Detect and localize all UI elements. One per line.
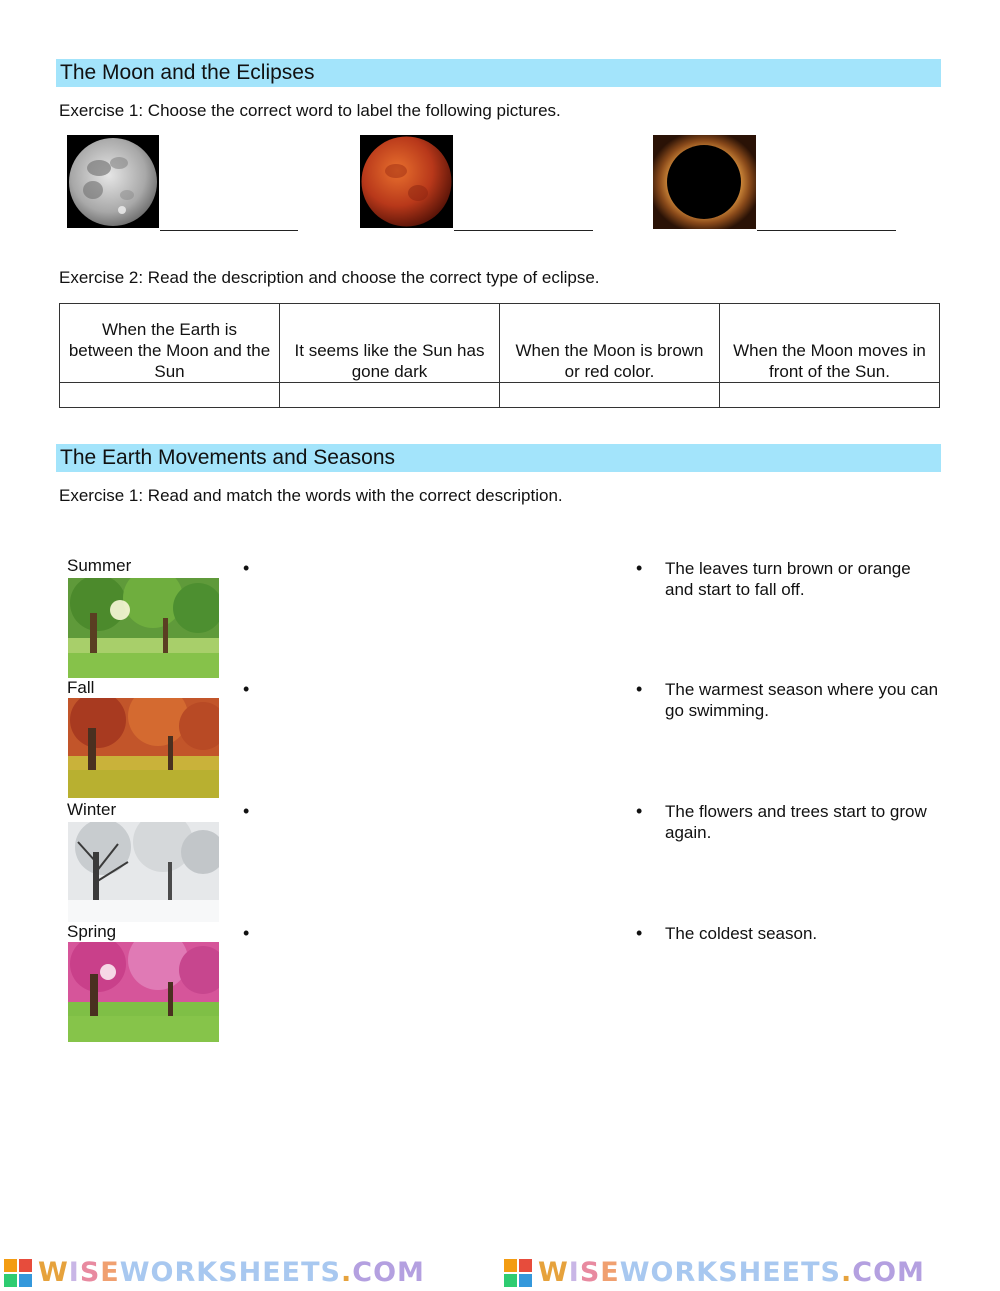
match-dot-left[interactable]: • <box>243 801 250 821</box>
answer-cell[interactable] <box>500 383 720 408</box>
exercise1-instruction: Exercise 1: Choose the correct word to label the following pictures. <box>59 101 561 120</box>
answer-cell[interactable] <box>280 383 500 408</box>
match-dot-left[interactable]: • <box>243 679 250 699</box>
answer-cell[interactable] <box>720 383 940 408</box>
footer-brand-text: WISEWORKSHEETS.COM <box>538 1257 925 1288</box>
full-moon-image <box>67 135 159 228</box>
table-header-cell: When the Moon moves in front of the Sun. <box>720 304 940 383</box>
match-dot-right[interactable]: • <box>636 558 643 578</box>
season-label-spring: Spring <box>67 922 117 941</box>
season-description: The flowers and trees start to grow again. <box>665 802 927 842</box>
season-description: The warmest season where you can go swimming. <box>665 680 939 720</box>
table-header-cell: When the Earth is between the Moon and the Sun <box>60 304 280 383</box>
answer-cell[interactable] <box>60 383 280 408</box>
season-label-fall: Fall <box>67 678 95 697</box>
wiseworksheets-logo-icon <box>504 1259 532 1287</box>
match-dot-left[interactable]: • <box>243 923 250 943</box>
season-description: The leaves turn brown or orange and start to fall off. <box>665 559 911 599</box>
match-dot-right[interactable]: • <box>636 679 643 699</box>
footer-brand-text: WISEWORKSHEETS.COM <box>38 1257 425 1288</box>
label-blank-2[interactable] <box>454 212 593 231</box>
season-description: The coldest season. <box>665 924 818 943</box>
exercise2-instruction: Exercise 2: Read the description and choose the correct type of eclipse. <box>59 268 600 287</box>
eclipse-table <box>59 303 940 408</box>
summer-tree-image <box>68 578 219 678</box>
label-blank-3[interactable] <box>757 212 896 231</box>
blood-moon-image <box>360 135 453 228</box>
section-title-earth-seasons: The Earth Movements and Seasons <box>56 444 941 472</box>
footer-logo-group <box>504 1255 1000 1291</box>
exercise1-match-instruction: Exercise 1: Read and match the words with the correct description. <box>59 486 563 505</box>
section-title-moon-eclipses: The Moon and the Eclipses <box>56 59 941 87</box>
footer-watermark <box>0 1255 1000 1291</box>
footer-logo-group <box>4 1255 504 1291</box>
label-blank-1[interactable] <box>160 212 298 231</box>
season-label-summer: Summer <box>67 556 132 575</box>
table-header-cell: It seems like the Sun has gone dark <box>280 304 500 383</box>
match-dot-left[interactable]: • <box>243 558 250 578</box>
match-dot-right[interactable]: • <box>636 923 643 943</box>
spring-tree-image <box>68 942 219 1042</box>
table-header-cell: When the Moon is brown or red color. <box>500 304 720 383</box>
wiseworksheets-logo-icon <box>4 1259 32 1287</box>
match-dot-right[interactable]: • <box>636 801 643 821</box>
solar-eclipse-image <box>653 135 756 229</box>
season-label-winter: Winter <box>67 800 117 819</box>
winter-tree-image <box>68 822 219 922</box>
fall-tree-image <box>68 698 219 798</box>
